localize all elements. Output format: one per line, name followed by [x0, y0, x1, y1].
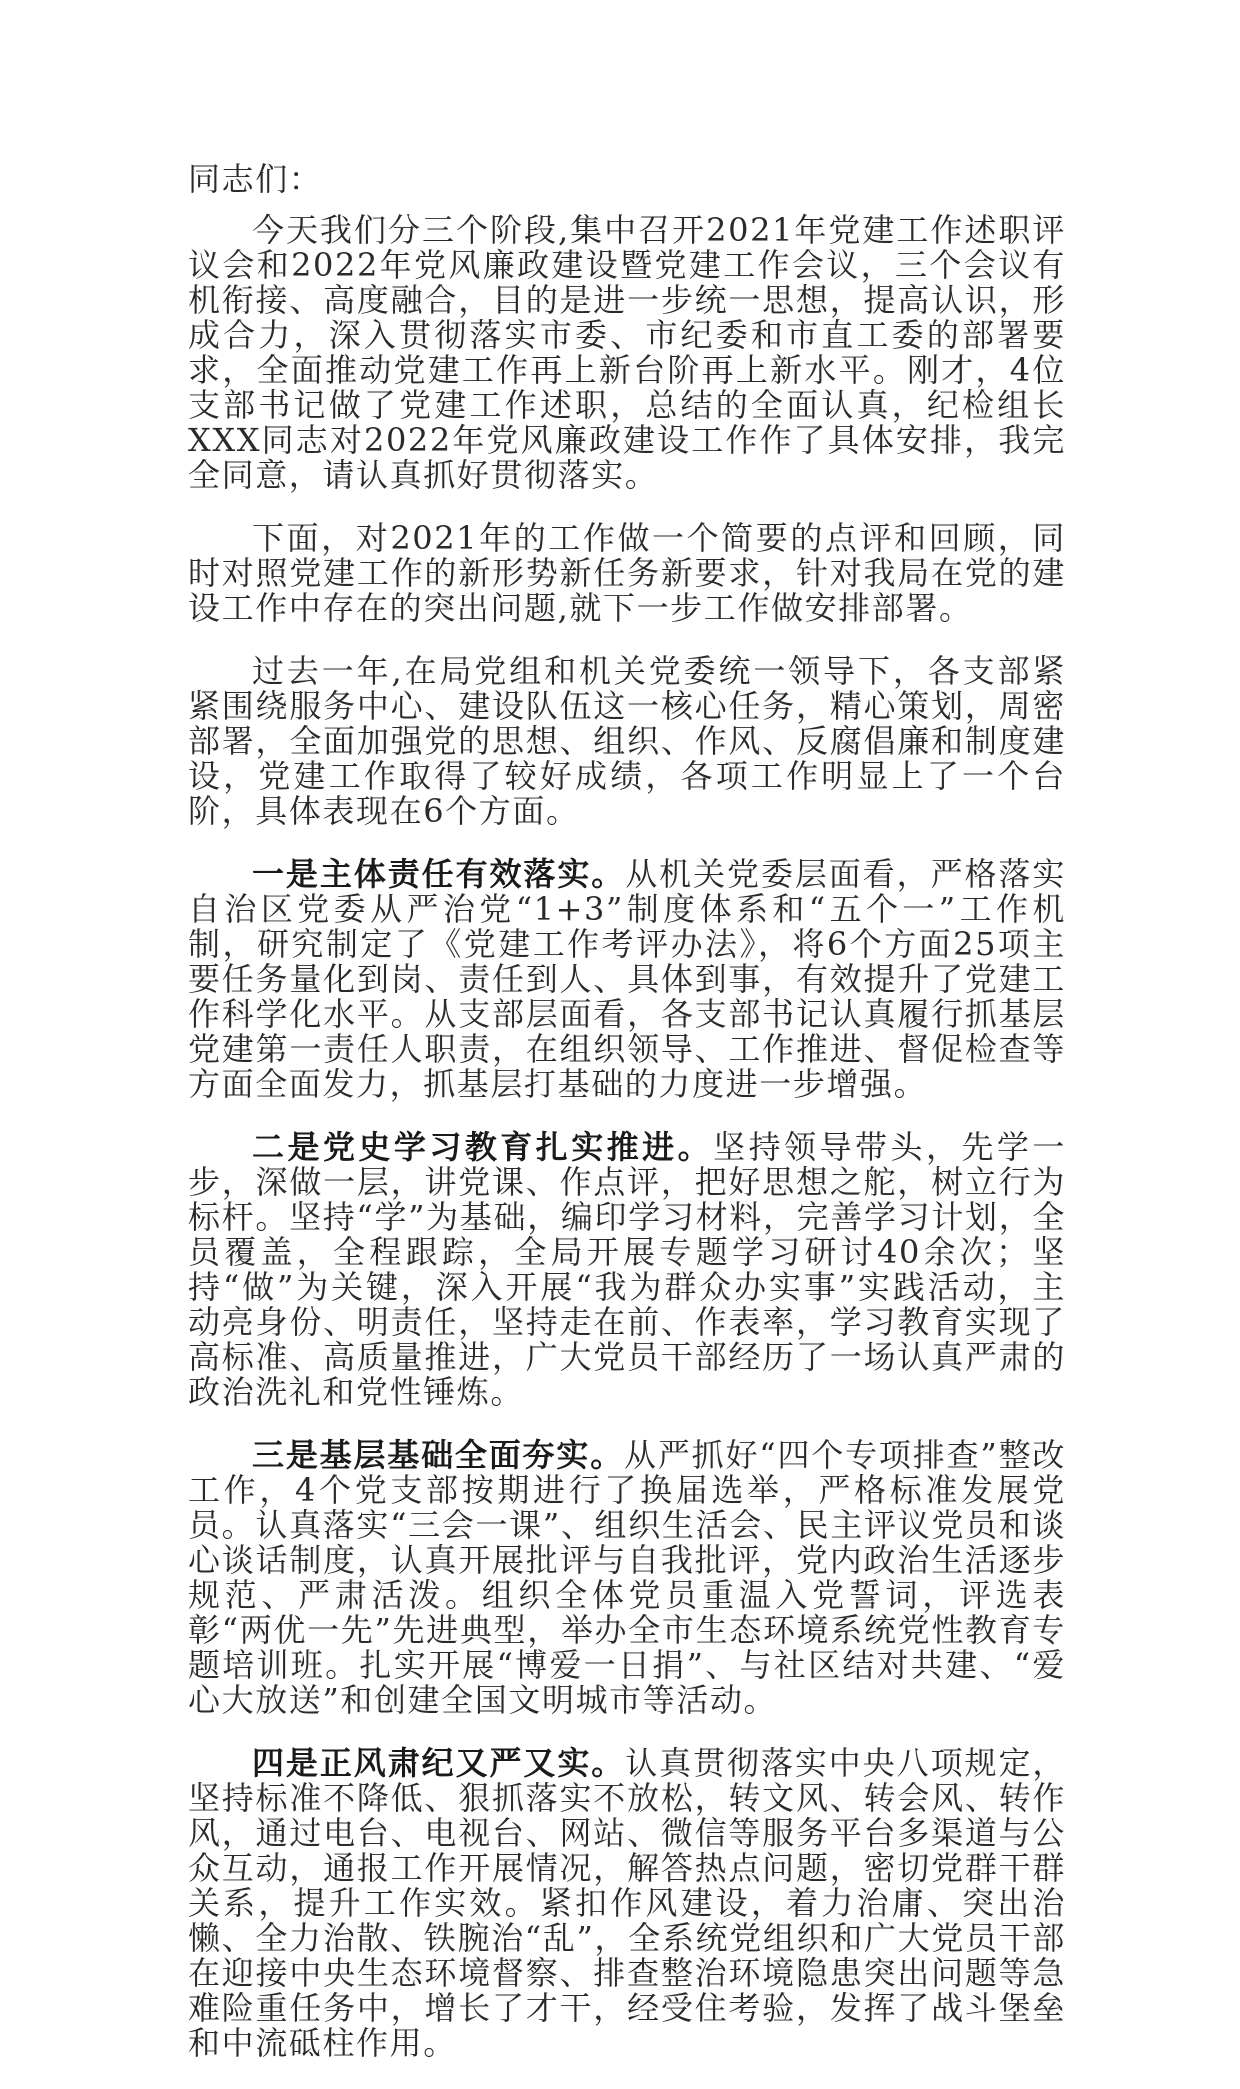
paragraph-text: 认真贯彻落实中央八项规定，坚持标准不降低、狠抓落实不放松，转文风、转会风、转作风，通过电台、电视台、网站、微信等服务平台多渠道与公众互动，通报工作开展情况，解答热点问题，密切党群干群关系，提升工作实效。紧扣作风建设，着力治庸、突出治懒、全力治散、铁腕治“乱”，全系统党组织和广大党员干部在迎接中央生态环境督察、排查整治环境隐患突出问题等急难险重任务中，增长了才干，经受住考验，发挥了战斗堡垒和中流砥柱作用。 — [188, 1744, 1066, 2062]
paragraph-text: 从机关党委层面看，严格落实自治区党委从严治党“1+3”制度体系和“五个一”工作机制，研究制定了《党建工作考评办法》，将6个方面25项主要任务量化到岗、责任到人、具体到事，有效提升了党建工作科学化水平。从支部层面看，各支部书记认真履行抓基层党建第一责任人职责，在组织领导、工作推进、督促检查等方面全面发力，抓基层打基础的力度进一步增强。 — [188, 855, 1066, 1103]
paragraph-heading: 三是基层基础全面夯实。 — [252, 1436, 625, 1474]
paragraph-heading: 二是党史学习教育扎实推进。 — [252, 1128, 714, 1166]
paragraph-past-year — [188, 654, 1066, 829]
salutation: 同志们： — [188, 160, 323, 198]
paragraph-heading: 一是主体责任有效落实。 — [252, 855, 626, 893]
paragraph-heading: 四是正风肃纪又严又实。 — [252, 1744, 626, 1782]
paragraph-overview — [188, 521, 1066, 626]
paragraph-point-4 — [188, 1746, 1066, 2061]
paragraph-text: 下面，对2021年的工作做一个简要的点评和回顾，同时对照党建工作的新形势新任务新要求，针对我局在党的建设工作中存在的突出问题,就下一步工作做安排部署。 — [188, 519, 1066, 627]
paragraph-point-1 — [188, 857, 1066, 1102]
paragraph-text: 今天我们分三个阶段,集中召开2021年党建工作述职评议会和2022年党风廉政建设暨党建工作会议，三个会议有机衔接、高度融合，目的是进一步统一思想，提高认识，形成合力，深入贯彻落实市委、市纪委和市直工委的部署要求，全面推动党建工作再上新台阶再上新水平。刚才，4位支部书记做了党建工作述职，总结的全面认真，纪检组长XXX同志对2022年党风廉政建设工作作了具体安排，我完全同意，请认真抓好贯彻落实。 — [188, 211, 1066, 494]
paragraph-text: 过去一年,在局党组和机关党委统一领导下，各支部紧紧围绕服务中心、建设队伍这一核心任务，精心策划，周密部署，全面加强党的思想、组织、作风、反腐倡廉和制度建设，党建工作取得了较好成绩，各项工作明显上了一个台阶，具体表现在6个方面。 — [188, 652, 1066, 830]
paragraph-point-3 — [188, 1438, 1066, 1718]
paragraph-point-2 — [188, 1130, 1066, 1410]
paragraph-text: 从严抓好“四个专项排查”整改工作，4个党支部按期进行了换届选举，严格标准发展党员。认真落实“三会一课”、组织生活会、民主评议党员和谈心谈话制度，认真开展批评与自我批评，党内政治生活逐步规范、严肃活泼。组织全体党员重温入党誓词，评选表彰“两优一先”先进典型，举办全市生态环境系统党性教育专题培训班。扎实开展“博爱一日捐”、与社区结对共建、“爱心大放送”和创建全国文明城市等活动。 — [188, 1436, 1066, 1719]
paragraph-intro — [188, 213, 1066, 493]
document-page — [188, 162, 1066, 2089]
paragraph-text: 坚持领导带头，先学一步，深做一层，讲党课、作点评，把好思想之舵，树立行为标杆。坚持“学”为基础，编印学习材料，完善学习计划，全员覆盖，全程跟踪，全局开展专题学习研讨40余次；坚持“做”为关键，深入开展“我为群众办实事”实践活动，主动亮身份、明责任，坚持走在前、作表率，学习教育实现了高标准、高质量推进，广大党员干部经历了一场认真严肃的政治洗礼和党性锤炼。 — [188, 1128, 1066, 1411]
